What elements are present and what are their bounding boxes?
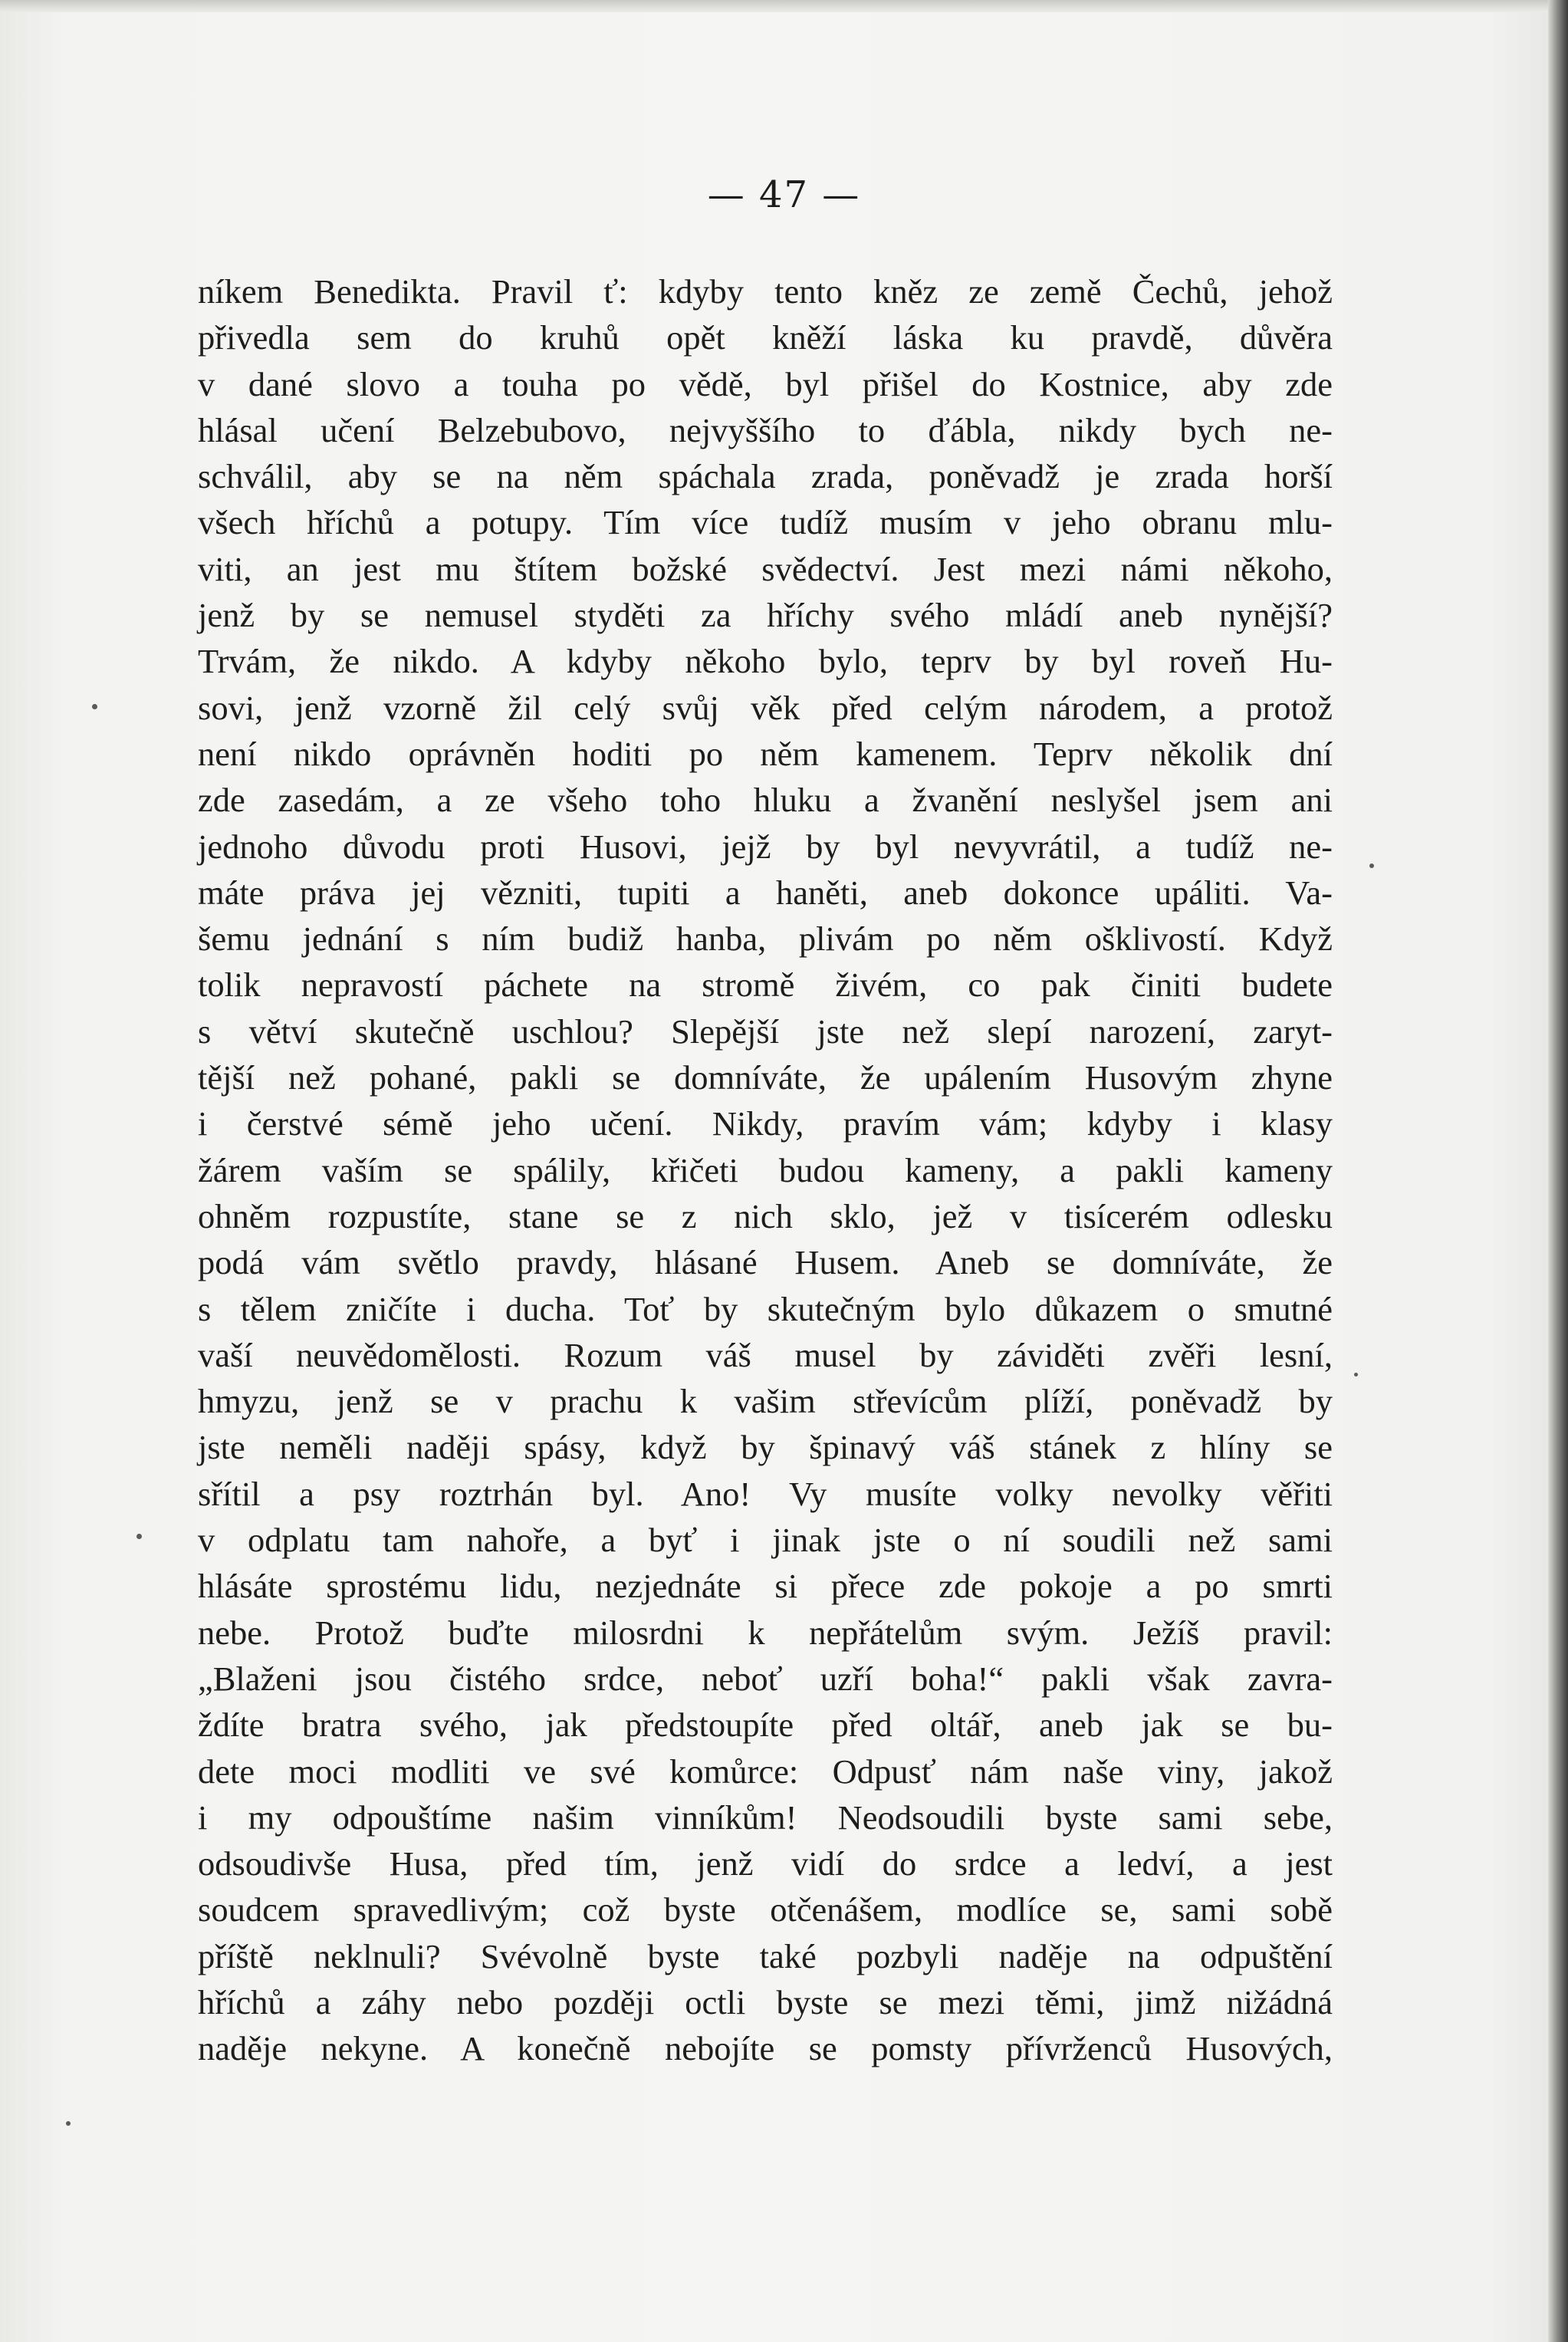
text-line: i my odpouštíme našim vinníkům! Neodsoudili byste sami sebe, bbox=[198, 1798, 1333, 1837]
text-line: Trvám, že nikdo. A kdyby někoho bylo, teprv by byl roveň Hu- bbox=[198, 642, 1333, 681]
page-top-edge bbox=[0, 0, 1568, 12]
text-line: viti, an jest mu štítem božské svědectví. Jest mezi námi někoho, bbox=[198, 549, 1333, 588]
text-line: sřítil a psy roztrhán byl. Ano! Vy musíte volky nevolky věřiti bbox=[198, 1474, 1333, 1513]
text-line: hlásal učení Belzebubovo, nejvyššího to ďábla, nikdy bych ne- bbox=[198, 410, 1333, 449]
page-number: — 47 — bbox=[707, 173, 861, 216]
text-line: odsoudivše Husa, před tím, jenž vidí do srdce a ledví, a jest bbox=[198, 1844, 1333, 1883]
body-text bbox=[198, 268, 1333, 2072]
scan-speck bbox=[136, 1534, 142, 1539]
text-line: hříchů a záhy nebo později octli byste se mezi těmi, jimž nižádná bbox=[198, 1982, 1333, 2021]
scan-speck bbox=[66, 2121, 71, 2126]
text-line: jste neměli naději spásy, když by špinavý váš stánek z hlíny se bbox=[198, 1428, 1333, 1467]
page-right-edge bbox=[1548, 0, 1568, 2342]
text-line: vaší neuvědomělosti. Rozum váš musel by záviděti zvěři lesní, bbox=[198, 1335, 1333, 1374]
text-line: není nikdo oprávněn hoditi po něm kamenem. Teprv několik dní bbox=[198, 734, 1333, 773]
text-line: ohněm rozpustíte, stane se z nich sklo, jež v tisícerém odlesku bbox=[198, 1196, 1333, 1235]
text-line: všech hříchů a potupy. Tím více tudíž musím v jeho obranu mlu- bbox=[198, 503, 1333, 542]
text-line: soudcem spravedlivým; což byste otčenášem, modlíce se, sami sobě bbox=[198, 1890, 1333, 1929]
text-line: příště neklnuli? Svévolně byste také pozbyli naděje na odpuštění bbox=[198, 1936, 1333, 1975]
text-line: tější než pohané, pakli se domníváte, že upálením Husovým zhyne bbox=[198, 1058, 1333, 1097]
text-line: jednoho důvodu proti Husovi, jejž by byl nevyvrátil, a tudíž ne- bbox=[198, 827, 1333, 866]
text-line: nebe. Protož buďte milosrdni k nepřátelům svým. Ježíš pravil: bbox=[198, 1613, 1333, 1652]
scan-speck bbox=[1354, 1373, 1358, 1377]
text-line: i čerstvé sémě jeho učení. Nikdy, pravím vám; kdyby i klasy bbox=[198, 1104, 1333, 1143]
scan-speck bbox=[92, 704, 97, 709]
text-line: naděje nekyne. A konečně nebojíte se pomsty přívrženců Husových, bbox=[198, 2029, 1333, 2068]
text-line: s větví skutečně uschlou? Slepější jste než slepí narození, zaryt- bbox=[198, 1011, 1333, 1051]
text-line: ždíte bratra svého, jak předstoupíte před oltář, aneb jak se bu- bbox=[198, 1706, 1333, 1745]
text-line: sovi, jenž vzorně žil celý svůj věk před celým národem, a protož bbox=[198, 688, 1333, 727]
text-line: dete moci modliti ve své komůrce: Odpusť nám naše viny, jakož bbox=[198, 1752, 1333, 1791]
text-line: jenž by se nemusel styděti za hříchy svého mládí aneb nynější? bbox=[198, 596, 1333, 635]
text-line: v dané slovo a touha po vědě, byl přišel do Kostnice, aby zde bbox=[198, 364, 1333, 403]
text-line: přivedla sem do kruhů opět kněží láska ku pravdě, důvěra bbox=[198, 318, 1333, 357]
text-line: s tělem zničíte i ducha. Toť by skutečným bylo důkazem o smutné bbox=[198, 1289, 1333, 1328]
text-line: níkem Benedikta. Pravil ť: kdyby tento kněz ze země Čechů, jehož bbox=[198, 272, 1333, 311]
text-line: schválil, aby se na něm spáchala zrada, poněvadž je zrada horší bbox=[198, 457, 1333, 496]
text-line: v odplatu tam nahoře, a byť i jinak jste o ní soudili než sami bbox=[198, 1521, 1333, 1560]
text-line: hlásáte sprostému lidu, nezjednáte si přece zde pokoje a po smrti bbox=[198, 1567, 1333, 1606]
text-line: máte práva jej vězniti, tupiti a haněti, aneb dokonce upáliti. Va- bbox=[198, 873, 1333, 912]
scan-speck bbox=[1369, 863, 1374, 868]
text-line: šemu jednání s ním budiž hanba, plivám po něm ošklivostí. Když bbox=[198, 919, 1333, 959]
text-line: žárem vaším se spálily, křičeti budou kameny, a pakli kameny bbox=[198, 1150, 1333, 1189]
text-line: podá vám světlo pravdy, hlásané Husem. Aneb se domníváte, že bbox=[198, 1243, 1333, 1282]
text-line: hmyzu, jenž se v prachu k vašim střevícům plíží, poněvadž by bbox=[198, 1382, 1333, 1421]
text-line: „Blaženi jsou čistého srdce, neboť uzří boha!“ pakli však zavra- bbox=[198, 1659, 1333, 1698]
text-line: zde zasedám, a ze všeho toho hluku a žvanění neslyšel jsem ani bbox=[198, 781, 1333, 820]
text-line: tolik nepravostí páchete na stromě živém, co pak činiti budete bbox=[198, 965, 1333, 1005]
